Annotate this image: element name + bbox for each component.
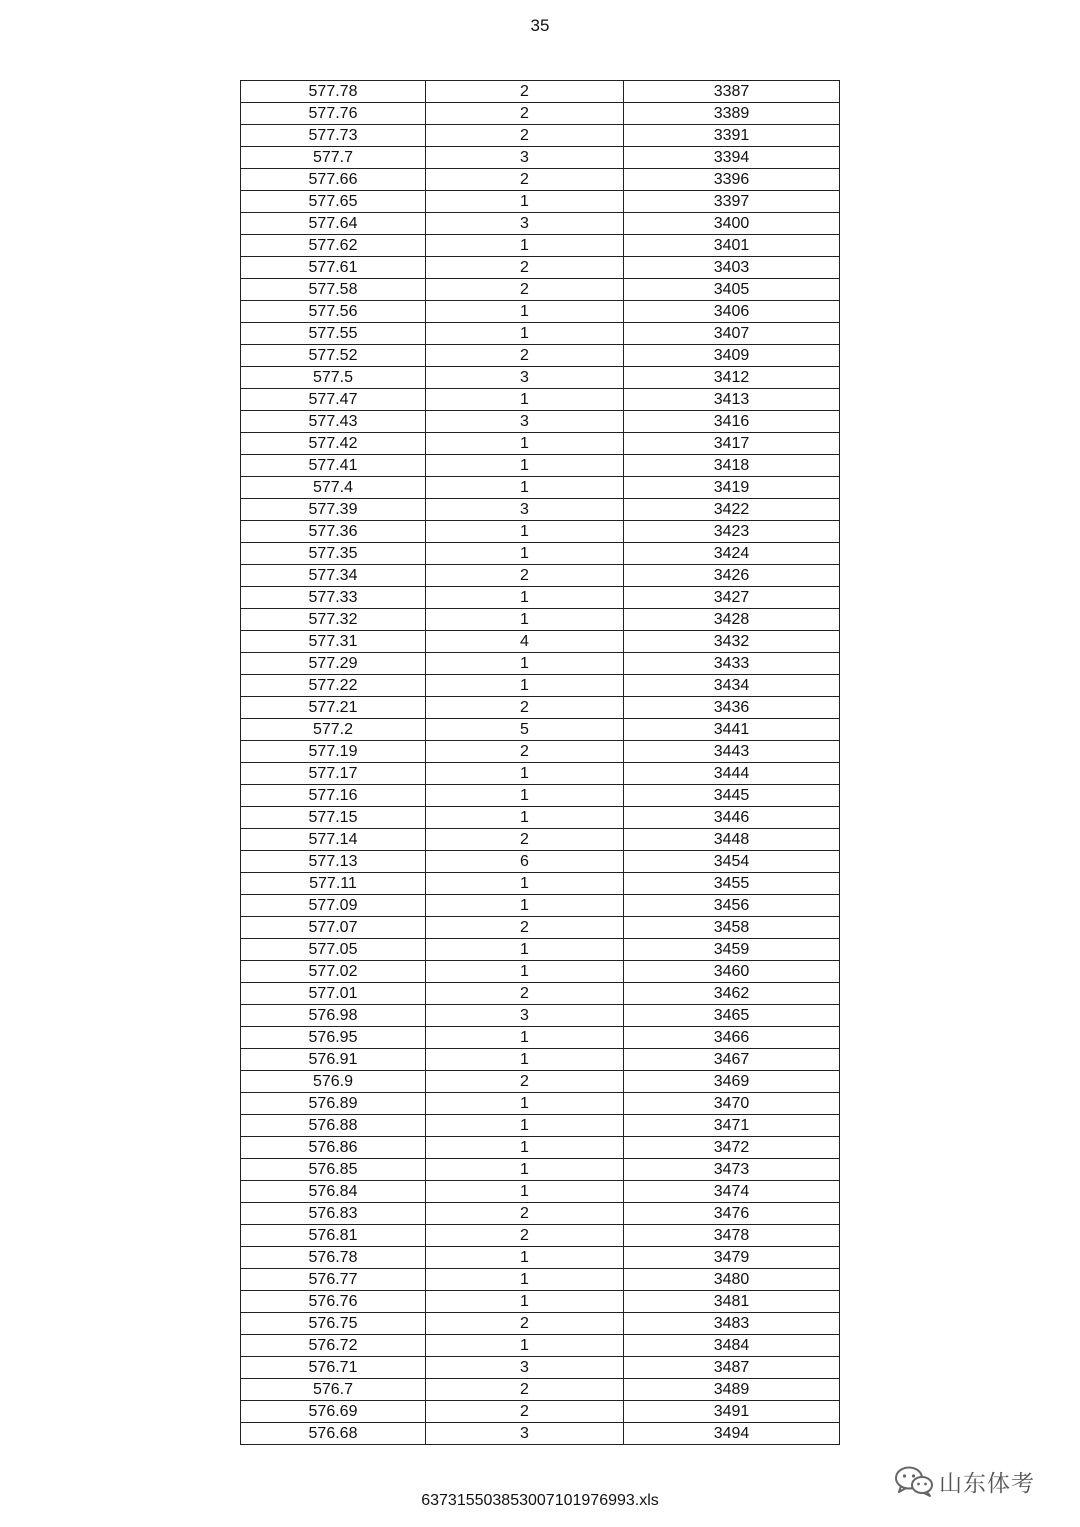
count-cell: 1 — [426, 1335, 624, 1357]
cumulative-cell: 3456 — [624, 895, 840, 917]
cumulative-cell: 3432 — [624, 631, 840, 653]
count-cell: 3 — [426, 1423, 624, 1445]
table-row — [241, 1027, 840, 1049]
count-cell: 1 — [426, 235, 624, 257]
table-row — [241, 323, 840, 345]
cumulative-cell: 3403 — [624, 257, 840, 279]
table-row — [241, 81, 840, 103]
count-cell: 1 — [426, 521, 624, 543]
table-row — [241, 389, 840, 411]
cumulative-cell: 3476 — [624, 1203, 840, 1225]
score-cell: 577.2 — [241, 719, 426, 741]
count-cell: 4 — [426, 631, 624, 653]
count-cell: 1 — [426, 939, 624, 961]
cumulative-cell: 3424 — [624, 543, 840, 565]
score-cell: 577.17 — [241, 763, 426, 785]
cumulative-cell: 3480 — [624, 1269, 840, 1291]
cumulative-cell: 3462 — [624, 983, 840, 1005]
cumulative-cell: 3487 — [624, 1357, 840, 1379]
table-row — [241, 785, 840, 807]
count-cell: 2 — [426, 169, 624, 191]
score-cell: 577.66 — [241, 169, 426, 191]
score-cell: 577.58 — [241, 279, 426, 301]
score-cell: 576.77 — [241, 1269, 426, 1291]
score-cell: 576.76 — [241, 1291, 426, 1313]
score-cell: 577.29 — [241, 653, 426, 675]
cumulative-cell: 3441 — [624, 719, 840, 741]
score-cell: 577.22 — [241, 675, 426, 697]
table-row — [241, 675, 840, 697]
count-cell: 2 — [426, 1401, 624, 1423]
count-cell: 2 — [426, 917, 624, 939]
score-cell: 577.13 — [241, 851, 426, 873]
table-row — [241, 1313, 840, 1335]
count-cell: 1 — [426, 389, 624, 411]
score-cell: 577.47 — [241, 389, 426, 411]
score-cell: 576.72 — [241, 1335, 426, 1357]
cumulative-cell: 3434 — [624, 675, 840, 697]
score-cell: 576.68 — [241, 1423, 426, 1445]
table-row — [241, 1357, 840, 1379]
count-cell: 2 — [426, 1225, 624, 1247]
table-row — [241, 1379, 840, 1401]
table-row — [241, 565, 840, 587]
score-cell: 577.36 — [241, 521, 426, 543]
cumulative-cell: 3467 — [624, 1049, 840, 1071]
cumulative-cell: 3489 — [624, 1379, 840, 1401]
score-cell: 577.64 — [241, 213, 426, 235]
cumulative-cell: 3474 — [624, 1181, 840, 1203]
score-cell: 577.52 — [241, 345, 426, 367]
count-cell: 1 — [426, 1291, 624, 1313]
table-row — [241, 719, 840, 741]
cumulative-cell: 3423 — [624, 521, 840, 543]
cumulative-cell: 3426 — [624, 565, 840, 587]
cumulative-cell: 3428 — [624, 609, 840, 631]
score-cell: 577.76 — [241, 103, 426, 125]
table-row — [241, 1203, 840, 1225]
score-cell: 576.81 — [241, 1225, 426, 1247]
cumulative-cell: 3406 — [624, 301, 840, 323]
table-row — [241, 1137, 840, 1159]
score-cell: 576.86 — [241, 1137, 426, 1159]
table-body — [241, 81, 840, 1445]
table-row — [241, 587, 840, 609]
table-row — [241, 873, 840, 895]
table-row — [241, 653, 840, 675]
table-row — [241, 1071, 840, 1093]
score-cell: 576.85 — [241, 1159, 426, 1181]
cumulative-cell: 3387 — [624, 81, 840, 103]
count-cell: 1 — [426, 543, 624, 565]
table-row — [241, 235, 840, 257]
table-row — [241, 147, 840, 169]
count-cell: 1 — [426, 455, 624, 477]
cumulative-cell: 3458 — [624, 917, 840, 939]
count-cell: 1 — [426, 477, 624, 499]
score-cell: 577.14 — [241, 829, 426, 851]
table-row — [241, 1093, 840, 1115]
score-cell: 577.15 — [241, 807, 426, 829]
table-row — [241, 895, 840, 917]
cumulative-cell: 3446 — [624, 807, 840, 829]
count-cell: 1 — [426, 873, 624, 895]
table-row — [241, 191, 840, 213]
watermark-text: 山东体考 — [939, 1470, 1035, 1497]
count-cell: 1 — [426, 609, 624, 631]
table-row — [241, 1049, 840, 1071]
score-cell: 577.05 — [241, 939, 426, 961]
score-cell: 576.75 — [241, 1313, 426, 1335]
count-cell: 1 — [426, 1247, 624, 1269]
score-cell: 577.42 — [241, 433, 426, 455]
cumulative-cell: 3469 — [624, 1071, 840, 1093]
table-row — [241, 521, 840, 543]
count-cell: 1 — [426, 1049, 624, 1071]
table-row — [241, 213, 840, 235]
cumulative-cell: 3389 — [624, 103, 840, 125]
table-row — [241, 1423, 840, 1445]
cumulative-cell: 3396 — [624, 169, 840, 191]
score-cell: 577.4 — [241, 477, 426, 499]
count-cell: 2 — [426, 1071, 624, 1093]
count-cell: 1 — [426, 433, 624, 455]
table-row — [241, 1401, 840, 1423]
cumulative-cell: 3400 — [624, 213, 840, 235]
count-cell: 5 — [426, 719, 624, 741]
cumulative-cell: 3397 — [624, 191, 840, 213]
table-row — [241, 279, 840, 301]
score-cell: 577.34 — [241, 565, 426, 587]
cumulative-cell: 3491 — [624, 1401, 840, 1423]
score-cell: 577.5 — [241, 367, 426, 389]
cumulative-cell: 3436 — [624, 697, 840, 719]
cumulative-cell: 3465 — [624, 1005, 840, 1027]
cumulative-cell: 3460 — [624, 961, 840, 983]
table-row — [241, 939, 840, 961]
score-cell: 577.39 — [241, 499, 426, 521]
cumulative-cell: 3409 — [624, 345, 840, 367]
score-cell: 577.62 — [241, 235, 426, 257]
score-cell: 576.95 — [241, 1027, 426, 1049]
count-cell: 2 — [426, 125, 624, 147]
cumulative-cell: 3481 — [624, 1291, 840, 1313]
table-row — [241, 961, 840, 983]
table-row — [241, 1225, 840, 1247]
table-row — [241, 103, 840, 125]
count-cell: 1 — [426, 763, 624, 785]
score-cell: 577.56 — [241, 301, 426, 323]
score-cell: 577.55 — [241, 323, 426, 345]
footer-filename: 637315503853007101976993.xls — [421, 1492, 659, 1509]
count-cell: 3 — [426, 1005, 624, 1027]
cumulative-cell: 3444 — [624, 763, 840, 785]
cumulative-cell: 3494 — [624, 1423, 840, 1445]
score-cell: 577.02 — [241, 961, 426, 983]
count-cell: 1 — [426, 807, 624, 829]
cumulative-cell: 3470 — [624, 1093, 840, 1115]
score-cell: 577.35 — [241, 543, 426, 565]
count-cell: 1 — [426, 653, 624, 675]
table-row — [241, 433, 840, 455]
score-cell: 577.01 — [241, 983, 426, 1005]
table-row — [241, 807, 840, 829]
table-row — [241, 1005, 840, 1027]
cumulative-cell: 3394 — [624, 147, 840, 169]
table-row — [241, 741, 840, 763]
count-cell: 3 — [426, 411, 624, 433]
score-cell: 576.7 — [241, 1379, 426, 1401]
cumulative-cell: 3427 — [624, 587, 840, 609]
count-cell: 1 — [426, 675, 624, 697]
score-cell: 577.16 — [241, 785, 426, 807]
score-cell: 577.32 — [241, 609, 426, 631]
cumulative-cell: 3455 — [624, 873, 840, 895]
score-cell: 577.61 — [241, 257, 426, 279]
score-cell: 577.21 — [241, 697, 426, 719]
count-cell: 2 — [426, 103, 624, 125]
cumulative-cell: 3478 — [624, 1225, 840, 1247]
count-cell: 2 — [426, 1203, 624, 1225]
score-cell: 577.19 — [241, 741, 426, 763]
score-cell: 577.09 — [241, 895, 426, 917]
table-row — [241, 851, 840, 873]
cumulative-cell: 3466 — [624, 1027, 840, 1049]
count-cell: 1 — [426, 587, 624, 609]
score-cell: 577.41 — [241, 455, 426, 477]
cumulative-cell: 3405 — [624, 279, 840, 301]
table-row — [241, 1335, 840, 1357]
count-cell: 3 — [426, 367, 624, 389]
score-cell: 576.9 — [241, 1071, 426, 1093]
table-row — [241, 477, 840, 499]
table-row — [241, 829, 840, 851]
count-cell: 1 — [426, 1115, 624, 1137]
count-cell: 2 — [426, 1379, 624, 1401]
count-cell: 2 — [426, 345, 624, 367]
score-cell: 577.43 — [241, 411, 426, 433]
score-cell: 576.84 — [241, 1181, 426, 1203]
table-row — [241, 697, 840, 719]
cumulative-cell: 3416 — [624, 411, 840, 433]
score-cell: 576.91 — [241, 1049, 426, 1071]
page-number: 35 — [530, 16, 550, 35]
count-cell: 1 — [426, 1027, 624, 1049]
count-cell: 1 — [426, 1181, 624, 1203]
table-row — [241, 983, 840, 1005]
cumulative-cell: 3448 — [624, 829, 840, 851]
count-cell: 2 — [426, 983, 624, 1005]
count-cell: 1 — [426, 1269, 624, 1291]
cumulative-cell: 3407 — [624, 323, 840, 345]
cumulative-cell: 3445 — [624, 785, 840, 807]
count-cell: 2 — [426, 565, 624, 587]
table-row — [241, 631, 840, 653]
cumulative-cell: 3471 — [624, 1115, 840, 1137]
count-cell: 2 — [426, 697, 624, 719]
score-cell: 576.89 — [241, 1093, 426, 1115]
score-cell: 577.73 — [241, 125, 426, 147]
table-row — [241, 1247, 840, 1269]
table-row — [241, 257, 840, 279]
table-row — [241, 1291, 840, 1313]
count-cell: 3 — [426, 147, 624, 169]
cumulative-cell: 3422 — [624, 499, 840, 521]
count-cell: 1 — [426, 1137, 624, 1159]
cumulative-cell: 3472 — [624, 1137, 840, 1159]
table-row — [241, 1159, 840, 1181]
table-row — [241, 1269, 840, 1291]
table-row — [241, 301, 840, 323]
table-row — [241, 1115, 840, 1137]
table-row — [241, 367, 840, 389]
score-cell: 577.78 — [241, 81, 426, 103]
table-row — [241, 609, 840, 631]
table-row — [241, 917, 840, 939]
count-cell: 1 — [426, 191, 624, 213]
table-row — [241, 455, 840, 477]
count-cell: 1 — [426, 961, 624, 983]
cumulative-cell: 3401 — [624, 235, 840, 257]
score-cell: 577.33 — [241, 587, 426, 609]
score-cell: 576.88 — [241, 1115, 426, 1137]
score-cell: 577.7 — [241, 147, 426, 169]
cumulative-cell: 3479 — [624, 1247, 840, 1269]
count-cell: 2 — [426, 279, 624, 301]
cumulative-cell: 3413 — [624, 389, 840, 411]
count-cell: 1 — [426, 785, 624, 807]
count-cell: 1 — [426, 1093, 624, 1115]
cumulative-cell: 3391 — [624, 125, 840, 147]
cumulative-cell: 3454 — [624, 851, 840, 873]
score-cell: 576.98 — [241, 1005, 426, 1027]
table-row — [241, 169, 840, 191]
table-row — [241, 1181, 840, 1203]
count-cell: 3 — [426, 1357, 624, 1379]
cumulative-cell: 3473 — [624, 1159, 840, 1181]
cumulative-cell: 3483 — [624, 1313, 840, 1335]
count-cell: 2 — [426, 741, 624, 763]
table-row — [241, 763, 840, 785]
score-cell: 577.31 — [241, 631, 426, 653]
count-cell: 3 — [426, 499, 624, 521]
score-cell: 577.11 — [241, 873, 426, 895]
count-cell: 1 — [426, 301, 624, 323]
score-cell: 577.65 — [241, 191, 426, 213]
count-cell: 2 — [426, 829, 624, 851]
score-cell: 576.83 — [241, 1203, 426, 1225]
count-cell: 1 — [426, 895, 624, 917]
count-cell: 1 — [426, 1159, 624, 1181]
cumulative-cell: 3443 — [624, 741, 840, 763]
count-cell: 2 — [426, 81, 624, 103]
cumulative-cell: 3433 — [624, 653, 840, 675]
score-cell: 576.69 — [241, 1401, 426, 1423]
score-cell: 576.71 — [241, 1357, 426, 1379]
table-row — [241, 543, 840, 565]
cumulative-cell: 3419 — [624, 477, 840, 499]
score-cell: 576.78 — [241, 1247, 426, 1269]
cumulative-cell: 3417 — [624, 433, 840, 455]
cumulative-cell: 3418 — [624, 455, 840, 477]
table-row — [241, 345, 840, 367]
count-cell: 2 — [426, 257, 624, 279]
table-row — [241, 411, 840, 433]
cumulative-cell: 3459 — [624, 939, 840, 961]
count-cell: 3 — [426, 213, 624, 235]
score-cell: 577.07 — [241, 917, 426, 939]
cumulative-cell: 3484 — [624, 1335, 840, 1357]
table-row — [241, 499, 840, 521]
count-cell: 2 — [426, 1313, 624, 1335]
count-cell: 6 — [426, 851, 624, 873]
table-row — [241, 125, 840, 147]
score-table — [240, 80, 840, 1445]
cumulative-cell: 3412 — [624, 367, 840, 389]
count-cell: 1 — [426, 323, 624, 345]
